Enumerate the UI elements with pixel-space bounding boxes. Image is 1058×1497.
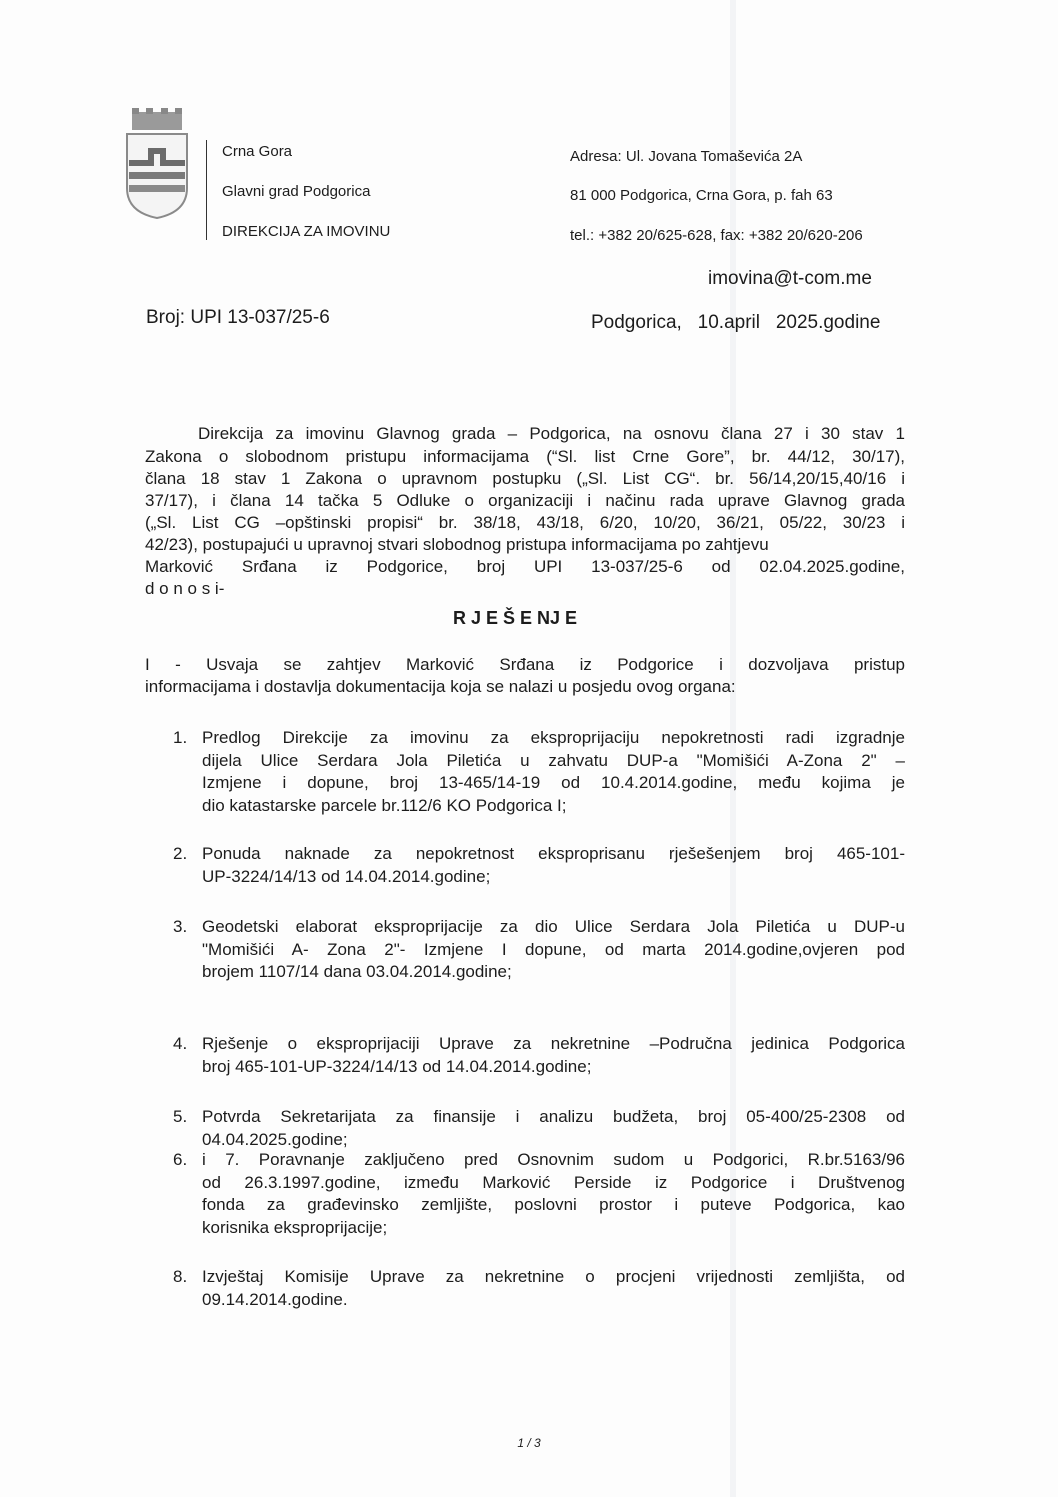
decision-line: informacijama i dostavlja dokumentacija koja se nalazi u posjedu ovog organa: xyxy=(145,677,736,696)
city-label: Glavni grad Podgorica xyxy=(222,183,371,200)
list-item-number: 5. xyxy=(173,1107,188,1126)
phone-fax-line: tel.: +382 20/625-628, fax: +382 20/620-206 xyxy=(570,227,863,244)
list-item-line: 09.14.2014.godine. xyxy=(202,1290,348,1309)
intro-paragraph-line: člana 18 stav 1 Zakona o upravnom postupku („Sl. List CG“. br. 56/14,20/15,40/16 i xyxy=(145,469,905,488)
intro-paragraph-line: 37/17), i člana 14 tačka 5 Odluke o organizaciji i načinu rada uprave Glavnog grada xyxy=(145,491,905,510)
list-item-line: broj 465-101-UP-3224/14/13 od 14.04.2014.godine; xyxy=(202,1057,592,1076)
list-item-line: Geodetski elaborat eksproprijacije za dio Ulice Serdara Jola Piletića u DUP-u xyxy=(202,917,905,936)
intro-paragraph-line: 42/23), postupajući u upravnoj stvari slobodnog pristupa informacijama po zahtjevu xyxy=(145,535,769,554)
header-divider xyxy=(206,140,207,240)
document-date: Podgorica, 10.april 2025.godine xyxy=(591,312,881,333)
office-label: DIREKCIJA ZA IMOVINU xyxy=(222,223,391,240)
address-line: Adresa: Ul. Jovana Tomaševića 2A xyxy=(570,148,803,165)
list-item-line: dijela Ulice Serdara Jola Piletića u zahvatu DUP-a "Momišići A-Zona 2" – xyxy=(202,751,905,770)
list-item-line: Rješenje o eksproprijaciji Uprave za nekretnine –Područna jedinica Podgorica xyxy=(202,1034,905,1053)
list-item-line: korisnika eksproprijacije; xyxy=(202,1218,388,1237)
list-item-line: Potvrda Sekretarijata za finansije i analizu budžeta, broj 05-400/25-2308 od xyxy=(202,1107,905,1126)
intro-paragraph-line: Marković Srđana iz Podgorice, broj UPI 13-037/25-6 od 02.04.2025.godine, xyxy=(145,557,905,576)
coat-of-arms-logo xyxy=(124,108,190,220)
list-item-number: 8. xyxy=(173,1267,188,1286)
list-item-line: dio katastarske parcele br.112/6 KO Podgorica I; xyxy=(202,796,567,815)
list-item-number: 3. xyxy=(173,917,188,936)
intro-paragraph-line: Zakona o slobodnom pristupu informacijama (“Sl. list Crne Gore”, br. 44/12, 30/17), xyxy=(145,447,905,466)
list-item-number: 6. xyxy=(173,1150,188,1169)
document-number: Broj: UPI 13-037/25-6 xyxy=(146,307,330,328)
list-item-line: "Momišići A- Zona 2"- Izmjene I dopune, od marta 2014.godine,ovjeren pod xyxy=(202,940,905,959)
email-link[interactable]: imovina@t-com.me xyxy=(708,268,872,289)
list-item-line: Ponuda naknade za nepokretnost eksproprisanu rješešenjem broj 465-101- xyxy=(202,844,905,863)
intro-paragraph-line: Direkcija za imovinu Glavnog grada – Podgorica, na osnovu člana 27 i 30 stav 1 xyxy=(198,424,905,443)
list-item-line: Izvještaj Komisije Uprave za nekretnine o procjeni vrijednosti zemljišta, od xyxy=(202,1267,905,1286)
postal-line: 81 000 Podgorica, Crna Gora, p. fah 63 xyxy=(570,187,833,204)
list-item-line: i 7. Poravnanje zaključeno pred Osnovnim sudom u Podgorici, R.br.5163/96 xyxy=(202,1150,905,1169)
list-item-line: UP-3224/14/13 od 14.04.2014.godine; xyxy=(202,867,491,886)
intro-paragraph-line: („Sl. List CG –opštinski propisi“ br. 38/18, 43/18, 6/20, 10/20, 36/21, 05/22, 30/23 i xyxy=(145,513,905,532)
decision-line: I - Usvaja se zahtjev Marković Srđana iz Podgorice i dozvoljava pristup xyxy=(145,655,905,674)
decision-title: R J E Š E NJ E xyxy=(452,608,578,628)
list-item-line: 04.04.2025.godine; xyxy=(202,1130,348,1149)
intro-paragraph-line: d o n o s i- xyxy=(145,579,225,598)
list-item-line: Predlog Direkcije za imovinu za eksproprijaciju nepokretnosti radi izgradnje xyxy=(202,728,905,747)
page-number: 1 / 3 xyxy=(517,1436,541,1450)
list-item-number: 2. xyxy=(173,844,188,863)
list-item-line: Izmjene i dopune, broj 13-465/14-19 od 10.4.2014.godine, među kojima je xyxy=(202,773,905,792)
country-label: Crna Gora xyxy=(222,143,293,160)
list-item-line: fonda za građevinsko zemljište, poslovni prostor i puteve Podgorica, kao xyxy=(202,1195,905,1214)
list-item-line: od 26.3.1997.godine, između Marković Perside iz Podgorice i Društvenog xyxy=(202,1173,905,1192)
list-item-number: 4. xyxy=(173,1034,188,1053)
list-item-line: brojem 1107/14 dana 03.04.2014.godine; xyxy=(202,962,512,981)
list-item-number: 1. xyxy=(173,728,188,747)
